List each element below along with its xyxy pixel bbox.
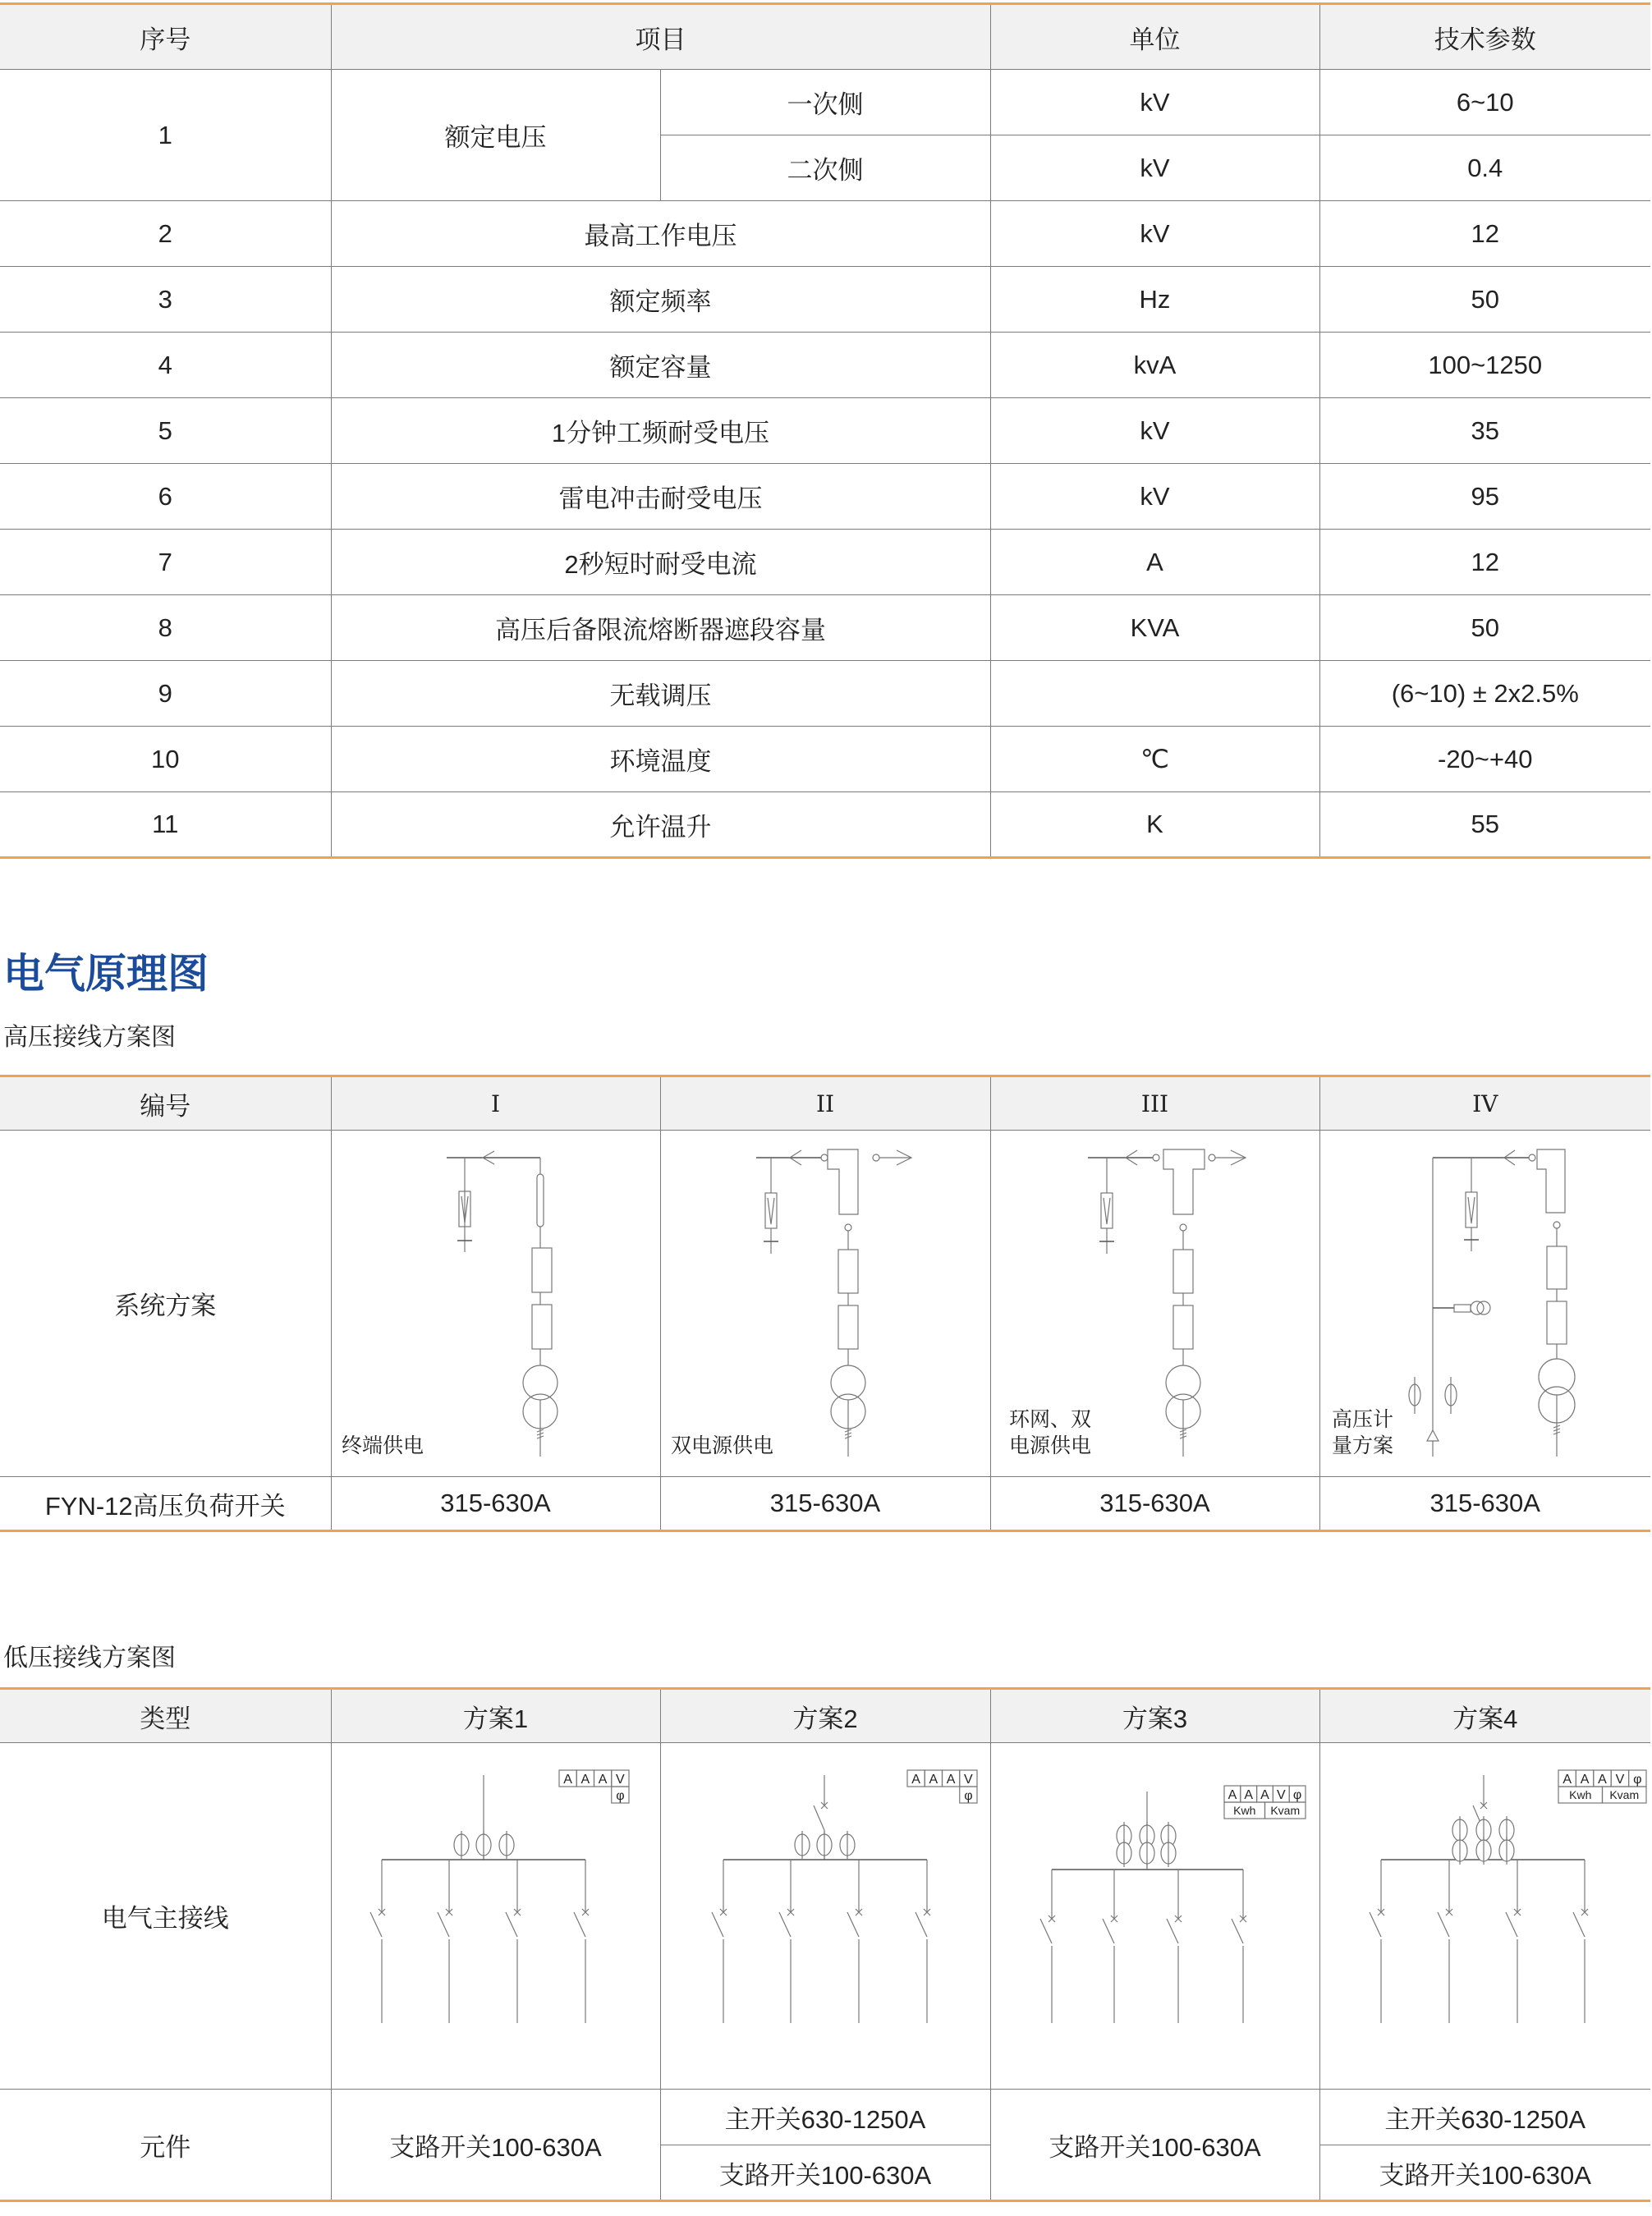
row-no: 1 [0, 70, 331, 201]
row-item: 额定电压 [331, 70, 660, 201]
cable-box-icon [1163, 1149, 1205, 1214]
table-row [0, 70, 1650, 135]
header-param: 技术参数 [1319, 4, 1650, 70]
hv-diagram-4 [1319, 1131, 1650, 1477]
switch-blade-icon [847, 1912, 859, 1937]
terminal-icon [821, 1154, 828, 1161]
row-item: 额定容量 [331, 333, 990, 398]
transformer-icon [1539, 1359, 1575, 1395]
row-value: 100~1250 [1319, 333, 1650, 398]
row-unit: kV [990, 201, 1319, 267]
header-code: 编号 [0, 1076, 331, 1131]
row-no: 4 [0, 333, 331, 398]
header-scheme-3: III [990, 1076, 1319, 1131]
row-unit: kV [990, 135, 1319, 201]
row-no: 6 [0, 464, 331, 530]
dual-supply-diagram [661, 1131, 991, 1476]
switch-blade-icon [1506, 1912, 1517, 1937]
triangle-icon [1427, 1430, 1439, 1441]
ticks-icon [1180, 1429, 1186, 1438]
row-no: 7 [0, 530, 331, 595]
switch-blade-icon [712, 1912, 723, 1937]
row-unit: K [990, 792, 1319, 858]
hv-header-row [0, 1076, 1650, 1131]
lv-main-wiring-4 [1320, 1743, 1650, 2089]
pt-fuse-icon [1454, 1305, 1471, 1312]
terminal-icon [1209, 1154, 1215, 1161]
row-label: 系统方案 [0, 1131, 331, 1477]
row-item: 雷电冲击耐受电压 [331, 464, 990, 530]
rating: 315-630A [1319, 1477, 1650, 1531]
header-plan-2: 方案2 [660, 1689, 990, 1743]
meter-v-label: V [1615, 1773, 1624, 1787]
table-row [0, 333, 1650, 398]
lv-diagram-2 [660, 1743, 990, 2090]
meter-a-label: A [1260, 1788, 1269, 1802]
ticks-icon [845, 1429, 851, 1438]
row-value: 6~10 [1319, 70, 1650, 135]
row-item: 1分钟工频耐受电压 [331, 398, 990, 464]
row-unit: A [990, 530, 1319, 595]
ticks-icon [1553, 1425, 1560, 1434]
meter-kvam-label: Kvam [1269, 1804, 1300, 1817]
switch-blade-icon [1232, 1919, 1243, 1943]
rating: 315-630A [990, 1477, 1319, 1531]
meter-a-label: A [946, 1773, 955, 1787]
hv-subtitle: 高压接线方案图 [3, 1024, 176, 1051]
fuse-icon [532, 1305, 552, 1349]
header-no: 序号 [0, 4, 331, 70]
meter-a-label: A [562, 1773, 572, 1787]
main-switch-blade-icon [814, 1805, 824, 1830]
row-value: 50 [1319, 595, 1650, 661]
switch-blade-icon [506, 1912, 517, 1937]
ring-network-diagram [991, 1131, 1321, 1476]
transformer-icon [1166, 1365, 1200, 1400]
row-item: 允许温升 [331, 792, 990, 858]
lv-main-wiring-2 [661, 1743, 991, 2089]
switch-blade-icon [574, 1912, 585, 1937]
lv-diagram-4 [1319, 1743, 1650, 2090]
switch-blade-icon [1040, 1919, 1052, 1943]
header-item: 项目 [331, 4, 990, 70]
hv-rating-row [0, 1477, 1650, 1531]
row-unit: Hz [990, 267, 1319, 333]
row-no: 8 [0, 595, 331, 661]
lv-diagram-row [0, 1743, 1650, 2090]
row-no: 2 [0, 201, 331, 267]
row-value: (6~10) ± 2x2.5% [1319, 661, 1650, 727]
row-value: 55 [1319, 792, 1650, 858]
table-row [0, 792, 1650, 858]
row-no: 9 [0, 661, 331, 727]
row-no: 5 [0, 398, 331, 464]
lv-scheme-table [0, 1687, 1650, 2202]
diagram-label: 高压计 [1331, 1408, 1393, 1431]
fuse-icon [838, 1305, 858, 1349]
header-plan-3: 方案3 [990, 1689, 1319, 1743]
component-4-main: 主开关630-1250A [1319, 2090, 1650, 2145]
meter-pf-label: φ [963, 1789, 973, 1803]
fuse-icon [1547, 1301, 1567, 1344]
table-row [0, 201, 1650, 267]
meter-kwh-label: Kwh [1232, 1804, 1255, 1817]
row-no: 11 [0, 792, 331, 858]
header-scheme-1: I [331, 1076, 660, 1131]
diagram-label: 电源供电 [1008, 1434, 1091, 1457]
table-row [0, 464, 1650, 530]
lv-header-row [0, 1689, 1650, 1743]
header-unit: 单位 [990, 4, 1319, 70]
meter-v-label: V [1276, 1788, 1286, 1802]
terminal-icon [1180, 1224, 1186, 1231]
meter-a-label: A [929, 1773, 938, 1787]
section-title: 电气原理图 [3, 951, 209, 997]
row-value: 0.4 [1319, 135, 1650, 201]
lv-main-wiring-1 [332, 1743, 662, 2089]
table-row [0, 595, 1650, 661]
row-item: 高压后备限流熔断器遮段容量 [331, 595, 990, 661]
component-label: 元件 [0, 2090, 331, 2201]
row-value: 35 [1319, 398, 1650, 464]
switch-blade-icon [779, 1912, 791, 1937]
header-plan-1: 方案1 [331, 1689, 660, 1743]
meter-a-label: A [1597, 1773, 1607, 1787]
cable-box-icon [1537, 1149, 1565, 1213]
row-unit: kvA [990, 333, 1319, 398]
row-value: 12 [1319, 530, 1650, 595]
cable-box-icon [828, 1149, 858, 1214]
spec-table [0, 2, 1650, 859]
row-value: -20~+40 [1319, 727, 1650, 792]
diagram-label: 双电源供电 [670, 1434, 773, 1457]
meter-a-label: A [1228, 1788, 1237, 1802]
row-unit [990, 661, 1319, 727]
switch-blade-icon [1167, 1919, 1178, 1943]
hv-diagram-2 [660, 1131, 990, 1477]
row-subitem: 二次侧 [660, 135, 990, 201]
meter-a-label: A [580, 1773, 590, 1787]
header-scheme-4: IV [1319, 1076, 1650, 1131]
header-type: 类型 [0, 1689, 331, 1743]
row-unit: kV [990, 398, 1319, 464]
switch-blade-icon [1370, 1912, 1381, 1937]
table-row [0, 661, 1650, 727]
component-4-branch: 支路开关100-630A [1319, 2145, 1650, 2201]
row-unit: KVA [990, 595, 1319, 661]
fuse-icon [1547, 1246, 1567, 1289]
lv-subtitle: 低压接线方案图 [3, 1645, 176, 1672]
lv-diagram-3 [990, 1743, 1319, 2090]
lv-main-wiring-3 [991, 1743, 1321, 2089]
meter-pf-label: φ [615, 1789, 625, 1803]
switch-label: FYN-12高压负荷开关 [0, 1477, 331, 1531]
meter-a-label: A [1562, 1773, 1572, 1787]
switch-blade-icon [438, 1912, 449, 1937]
hv-diagram-1 [331, 1131, 660, 1477]
table-row [0, 530, 1650, 595]
row-no: 10 [0, 727, 331, 792]
row-value: 50 [1319, 267, 1650, 333]
ticks-icon [537, 1429, 544, 1438]
hv-metering-diagram [1320, 1131, 1650, 1476]
table-row [0, 727, 1650, 792]
row-value: 12 [1319, 201, 1650, 267]
switch-blade-icon [915, 1912, 927, 1937]
component-1: 支路开关100-630A [331, 2090, 660, 2201]
fuse-icon [838, 1250, 858, 1293]
lv-diagram-1 [331, 1743, 660, 2090]
table-row [0, 267, 1650, 333]
diagram-label: 量方案 [1331, 1434, 1393, 1457]
table-row [0, 398, 1650, 464]
row-item: 额定频率 [331, 267, 990, 333]
component-3: 支路开关100-630A [990, 2090, 1319, 2201]
meter-v-label: V [963, 1773, 973, 1787]
row-label: 电气主接线 [0, 1743, 331, 2090]
terminal-icon [1529, 1154, 1535, 1161]
spec-header-row [0, 4, 1650, 70]
meter-kvam-label: Kvam [1608, 1788, 1639, 1801]
meter-a-label: A [1580, 1773, 1589, 1787]
row-item: 无载调压 [331, 661, 990, 727]
terminal-icon [1153, 1154, 1159, 1161]
fuse-icon [1173, 1305, 1193, 1349]
transformer-icon [831, 1365, 865, 1400]
hv-diagram-3 [990, 1131, 1319, 1477]
meter-v-label: V [615, 1773, 625, 1787]
switch-blade-icon [1438, 1912, 1449, 1937]
meter-kwh-label: Kwh [1568, 1788, 1591, 1801]
hv-scheme-table [0, 1075, 1650, 1532]
hv-diagram-row [0, 1131, 1650, 1477]
lv-component-row [0, 2090, 1650, 2145]
meter-a-label: A [598, 1773, 607, 1787]
header-scheme-2: II [660, 1076, 990, 1131]
row-unit: kV [990, 70, 1319, 135]
switch-blade-icon [1573, 1912, 1585, 1937]
terminal-icon [873, 1154, 879, 1161]
rating: 315-630A [331, 1477, 660, 1531]
terminal-icon [845, 1224, 851, 1231]
row-unit: ℃ [990, 727, 1319, 792]
row-item: 最高工作电压 [331, 201, 990, 267]
row-no: 3 [0, 267, 331, 333]
header-plan-4: 方案4 [1319, 1689, 1650, 1743]
row-value: 95 [1319, 464, 1650, 530]
rating: 315-630A [660, 1477, 990, 1531]
meter-a-label: A [1243, 1788, 1253, 1802]
fuse-icon [1173, 1250, 1193, 1293]
row-item: 环境温度 [331, 727, 990, 792]
component-2-branch: 支路开关100-630A [660, 2145, 990, 2201]
meter-pf-label: φ [1632, 1773, 1641, 1787]
terminal-supply-diagram [332, 1131, 662, 1476]
row-item: 2秒短时耐受电流 [331, 530, 990, 595]
load-switch-icon [537, 1174, 544, 1227]
transformer-icon [523, 1365, 558, 1400]
row-unit: kV [990, 464, 1319, 530]
meter-a-label: A [911, 1773, 920, 1787]
switch-blade-icon [1103, 1919, 1114, 1943]
row-subitem: 一次侧 [660, 70, 990, 135]
switch-blade-icon [370, 1912, 382, 1937]
diagram-label: 终端供电 [341, 1434, 424, 1457]
diagram-label: 环网、双 [1008, 1408, 1091, 1431]
fuse-icon [532, 1248, 552, 1292]
terminal-icon [1553, 1222, 1560, 1228]
component-2-main: 主开关630-1250A [660, 2090, 990, 2145]
meter-pf-label: φ [1292, 1788, 1301, 1802]
